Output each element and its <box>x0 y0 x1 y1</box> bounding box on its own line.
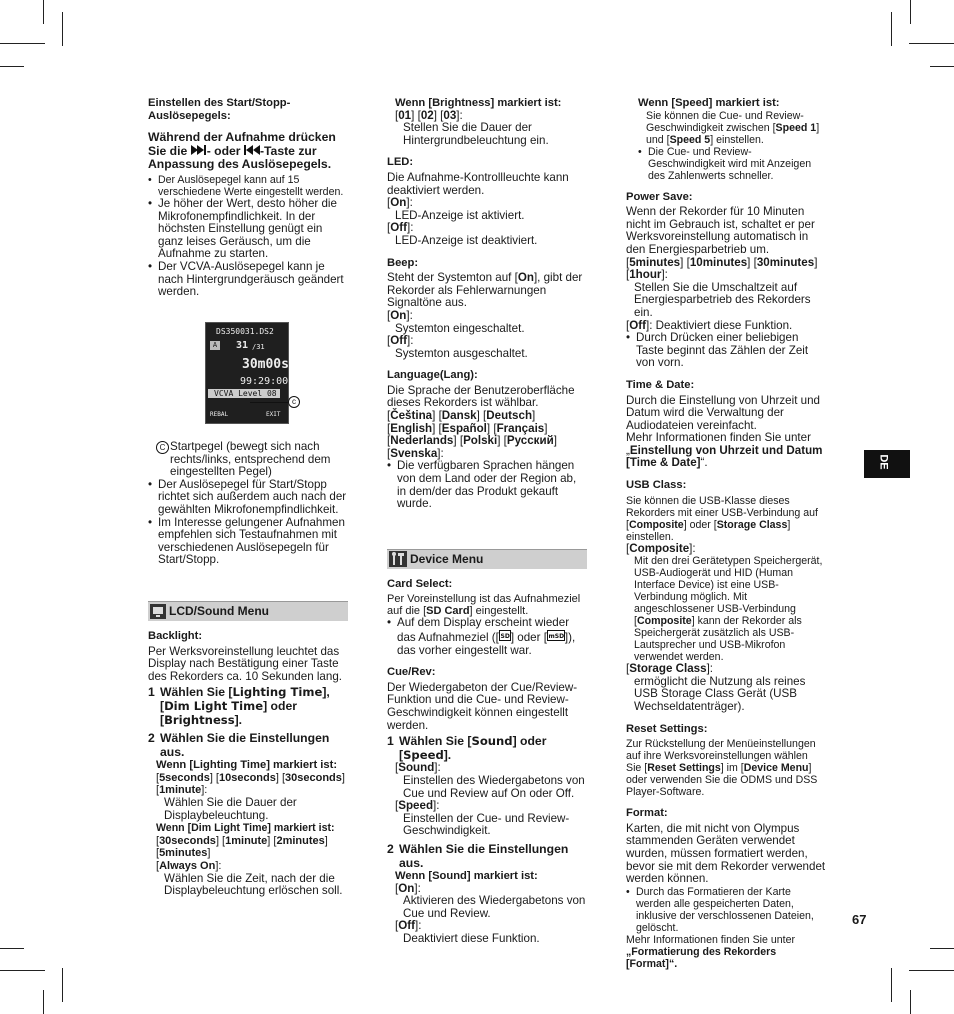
language-text: Die Sprache der Benutzeroberfläche dieses Rekorders ist wählbar. <box>387 383 575 410</box>
led-on-text: LED-Anzeige ist aktiviert. <box>395 208 525 222</box>
crop-mark <box>0 948 24 949</box>
format-ref-link: „Formatierung des Rekorders [Format]“. <box>626 945 777 970</box>
lcd-sound-menu-bar: LCD/Sound Menu <box>148 601 348 621</box>
when-sound-heading: Wenn [Sound] markiert ist: <box>395 870 538 883</box>
exit-label: EXIT <box>266 411 281 418</box>
svg-text:mSD: mSD <box>548 633 564 640</box>
language-heading: Language(Lang): <box>387 369 478 382</box>
beep-off-option: [Off]: <box>387 334 414 348</box>
usb-class-heading: USB Class: <box>626 479 687 492</box>
led-off-text: LED-Anzeige ist deaktiviert. <box>395 233 538 247</box>
composite-text: Mit den drei Gerätetypen Speichergerät, USB-Audiogerät und HID (Human Interface Device) ist eine USB-Verbindung möglich. Mit angeschlossener USB-Verbindung [Composite] kann der Rekorder als Speichergerät zusätzlich als USB-Lautsprecher und USB-Mikrofon verwendet werden. <box>634 555 823 664</box>
led-heading: LED: <box>387 156 414 169</box>
column-1 <box>148 97 348 299</box>
crop-mark <box>910 990 911 1014</box>
power-save-off: [Off]: Deaktiviert diese Funktion. <box>626 318 793 332</box>
brightness-text: Stellen Sie die Dauer der Hintergrundbeleuchtung ein. <box>403 121 549 147</box>
callout-c: c <box>288 396 300 408</box>
svg-text:SD: SD <box>500 633 510 640</box>
crop-mark <box>0 970 45 971</box>
bullet: • Je höher der Wert, desto höher die Mikrofonempfindlichkeit. In der höchsten Einstellung genügt ein ganz leises Geräusch, um die Aufnahme zu starten. <box>148 198 348 261</box>
step-2: 2 Wählen Sie die Einstellungen aus. <box>148 731 330 759</box>
sound-on-option: [On]: <box>395 881 421 895</box>
bullet: • Durch Drücken einer beliebigen Taste beginnt das Zählen der Zeit von vorn. <box>626 332 826 370</box>
sound-text: Einstellen des Wiedergabetons von Cue und Review auf On oder Off. <box>403 773 585 800</box>
crop-mark <box>930 948 954 949</box>
beep-text: Steht der Systemton auf [On], gibt der Rekorder als Fehlerwarnungen Signaltöne aus. <box>387 271 583 310</box>
page-number: 67 <box>852 912 867 927</box>
format-text: Karten, die mit nicht von Olympus stammenden Geräten verwendet wurden, müssen formatiert werden, bevor sie mit dem Rekorder verwendet werden können. <box>626 821 826 886</box>
remain-time: 99:29:00 <box>240 376 289 387</box>
brightness-options: [01] [02] [03]: <box>395 108 463 122</box>
callout-line <box>250 402 288 403</box>
dim-light-options: [30seconds] [1minute] [2minutes] [5minutes] [Always On]: <box>156 834 328 873</box>
tools-icon <box>389 551 407 567</box>
crop-mark <box>891 968 892 1002</box>
sound-option: [Sound]: <box>395 761 441 775</box>
bullet: • Der VCVA-Auslösepegel kann je nach Hintergrundgeräusch geändert werden. <box>148 261 348 299</box>
dim-light-text: Wählen Sie die Zeit, nach der die Displaybeleuchtung erlöschen soll. <box>164 871 343 898</box>
crop-mark <box>0 43 45 44</box>
monitor-icon <box>150 604 166 619</box>
step-2: 2 Wählen Sie die Einstellungen aus. <box>387 841 569 870</box>
card-select-text: Per Voreinstellung ist das Aufnahmeziel auf die [SD Card] eingestellt. <box>387 593 581 618</box>
sound-off-text: Deaktiviert diese Funktion. <box>403 932 540 946</box>
vcva-level: VCVA Level 08 <box>208 389 280 398</box>
lighting-time-heading: Wenn [Lighting Time] markiert ist: <box>156 759 338 772</box>
sound-on-text: Aktivieren des Wiedergabetons von Cue und Review. <box>403 894 586 920</box>
led-off-option: [Off]: <box>387 221 414 235</box>
usb-class-text: Sie können die USB-Klasse dieses Rekorders mit einer USB-Verbindung auf [Composite] oder [Storage Class] einstellen. <box>626 494 818 543</box>
bullet: • Der Auslösepegel kann auf 15 verschiedene Werte eingestellt werden. <box>148 174 348 198</box>
storage-text: ermöglicht die Nutzung als reines USB Storage Class Gerät (USB Wechseldatenträger). <box>634 674 806 714</box>
cue-rev-text: Der Wiedergabeton der Cue/Review-Funktion und die Cue- und Review-Geschwindigkeit können eingestellt werden. <box>387 680 578 732</box>
crop-mark <box>930 66 954 67</box>
beep-heading: Beep: <box>387 256 419 269</box>
language-tab: DE <box>864 450 910 478</box>
reset-text: Zur Rückstellung der Menüeinstellungen auf ihre Werksvoreinstellungen wählen Sie [Reset Settings] im [Device Menu] oder verwenden Sie die ODMS und DSS Player-Software. <box>626 738 818 799</box>
lighting-time-text: Wählen Sie die Dauer der Displaybeleuchtung. <box>164 796 297 822</box>
beep-on-text: Systemton eingeschaltet. <box>395 321 525 335</box>
sd-card-icon <box>499 630 511 641</box>
crop-mark <box>910 0 911 24</box>
beep-off-text: Systemton ausgeschaltet. <box>395 346 528 360</box>
time-date-text: Durch die Einstellung von Uhrzeit und Datum wird die Verwaltung der Audiodateien vereinfacht. <box>626 393 820 432</box>
folder-a-icon: A <box>210 341 220 350</box>
crop-mark <box>43 0 44 24</box>
storage-option: [Storage Class]: <box>626 662 714 676</box>
reset-heading: Reset Settings: <box>626 722 708 735</box>
crop-mark <box>62 968 63 1002</box>
rec-time: 30m00s <box>242 357 289 372</box>
recorder-display <box>205 322 289 424</box>
column-1-lower <box>148 441 348 898</box>
dim-light-heading: Wenn [Dim Light Time] markiert ist: <box>156 822 335 835</box>
bullet: • Durch das Formatieren der Karte werden alle gespeicherten Daten, inklusive der verschlossenen Dateien, gelöscht. <box>626 886 826 934</box>
crop-mark <box>43 990 44 1014</box>
cue-rev-heading: Cue/Rev: <box>387 666 436 679</box>
step-1: 1 Wählen Sie [Lighting Time], [Dim Light Time] oder [Brightness]. <box>148 685 330 727</box>
column-2 <box>387 97 587 946</box>
when-speed-heading: Wenn [Speed] markiert ist: <box>638 97 780 109</box>
bullet: • Im Interesse gelungener Aufnahmen empfehlen sich Testaufnahmen mit verschiedenen Auslösepegeln für Start/Stopp. <box>148 517 348 567</box>
bullet: • Der Auslösepegel für Start/Stopp richtet sich außerdem auch nach der gewählten Mikrofonempfindlichkeit. <box>148 479 348 517</box>
file-total: /31 <box>252 343 265 351</box>
time-date-heading: Time & Date: <box>626 378 695 391</box>
device-menu-bar: Device Menu <box>387 549 587 569</box>
bullet: • Die Cue- und Review-Geschwindigkeit wird mit Anzeigen des Zahlenwerts schneller. <box>638 146 826 182</box>
backlight-heading: Backlight: <box>148 629 203 642</box>
back-label: REBAL <box>210 411 229 418</box>
rew-button-icon <box>244 145 260 155</box>
crop-mark <box>891 12 892 46</box>
beep-on-option: [On]: <box>387 308 413 322</box>
speed-option: [Speed]: <box>395 799 440 813</box>
composite-option: [Composite]: <box>626 541 696 555</box>
brightness-heading: Wenn [Brightness] markiert ist: <box>395 97 562 109</box>
format-heading: Format: <box>626 807 668 820</box>
crop-mark <box>909 43 954 44</box>
speed-text: Einstellen der Cue- und Review-Geschwindigkeit. <box>403 811 570 838</box>
file-counter: 31 <box>236 340 249 351</box>
power-save-heading: Power Save: <box>626 190 693 203</box>
ff-button-icon <box>191 145 207 155</box>
card-select-heading: Card Select: <box>387 577 453 590</box>
led-on-option: [On]: <box>387 196 413 210</box>
sound-off-option: [Off]: <box>395 919 422 933</box>
callout-text: C Startpegel (bewegt sich nach rechts/links, entsprechend dem eingestellten Pegel) <box>148 441 348 479</box>
column-3 <box>626 97 826 970</box>
backlight-text: Per Werksvoreinstellung leuchtet das Display nach Bestätigung einer Taste des Rekorders ca. 10 Sekunden lang. <box>148 644 342 683</box>
trigger-instruction: Während der Aufnahme drücken Sie die - oder -Taste zur Anpassung des Auslösepegels. <box>148 130 336 172</box>
led-text: Die Aufnahme-Kontrollleuchte kann deaktiviert werden. <box>387 170 569 197</box>
callout-c-mark: C <box>156 441 169 454</box>
crop-mark <box>62 12 63 46</box>
step-1: 1 Wählen Sie [Sound] oder [Speed]. <box>387 734 547 762</box>
crop-mark <box>909 970 954 971</box>
time-date-ref: Mehr Informationen finden Sie unter „Einstellung von Uhrzeit und Datum [Time & Date]“. <box>626 431 823 470</box>
power-save-detail: Stellen Sie die Umschaltzeit auf Energiesparbetrieb des Rekorders ein. <box>634 280 811 319</box>
power-save-options: [5minutes] [10minutes] [30minutes] [1hour]: <box>626 255 818 282</box>
bullet: • Die verfügbaren Sprachen hängen von dem Land oder der Region ab, in dem/der das Produkt gekauft wurde. <box>387 460 587 510</box>
power-save-text: Wenn der Rekorder für 10 Minuten nicht im Gebrauch ist, schaltet er per Werksvoreinstellung automatisch in den Energiesparbetrieb um. <box>626 205 815 256</box>
trigger-heading: Einstellen des Start/Stopp-Auslösepegels: <box>148 97 291 122</box>
speed-range-text: Sie können die Cue- und Review-Geschwindigkeit zwischen [Speed 1] und [Speed 5] einstellen. <box>646 109 820 146</box>
language-options: [Čeština] [Dansk] [Deutsch] [English] [Español] [Français] [Nederlands] [Polski] [Русский] [Svenska]: <box>387 409 557 460</box>
microsd-card-icon <box>547 630 565 641</box>
file-name: DS350031.DS2 <box>216 327 274 336</box>
bullet: • Auf dem Display erscheint wieder das Aufnahmeziel ([ SD ] oder [ mSD ]), das vorher eingestellt war. <box>387 617 587 657</box>
format-ref: Mehr Informationen finden Sie unter <box>626 933 796 946</box>
crop-mark <box>0 66 24 67</box>
lighting-time-options: [5seconds] [10seconds] [30seconds] [1minute]: <box>156 771 345 797</box>
